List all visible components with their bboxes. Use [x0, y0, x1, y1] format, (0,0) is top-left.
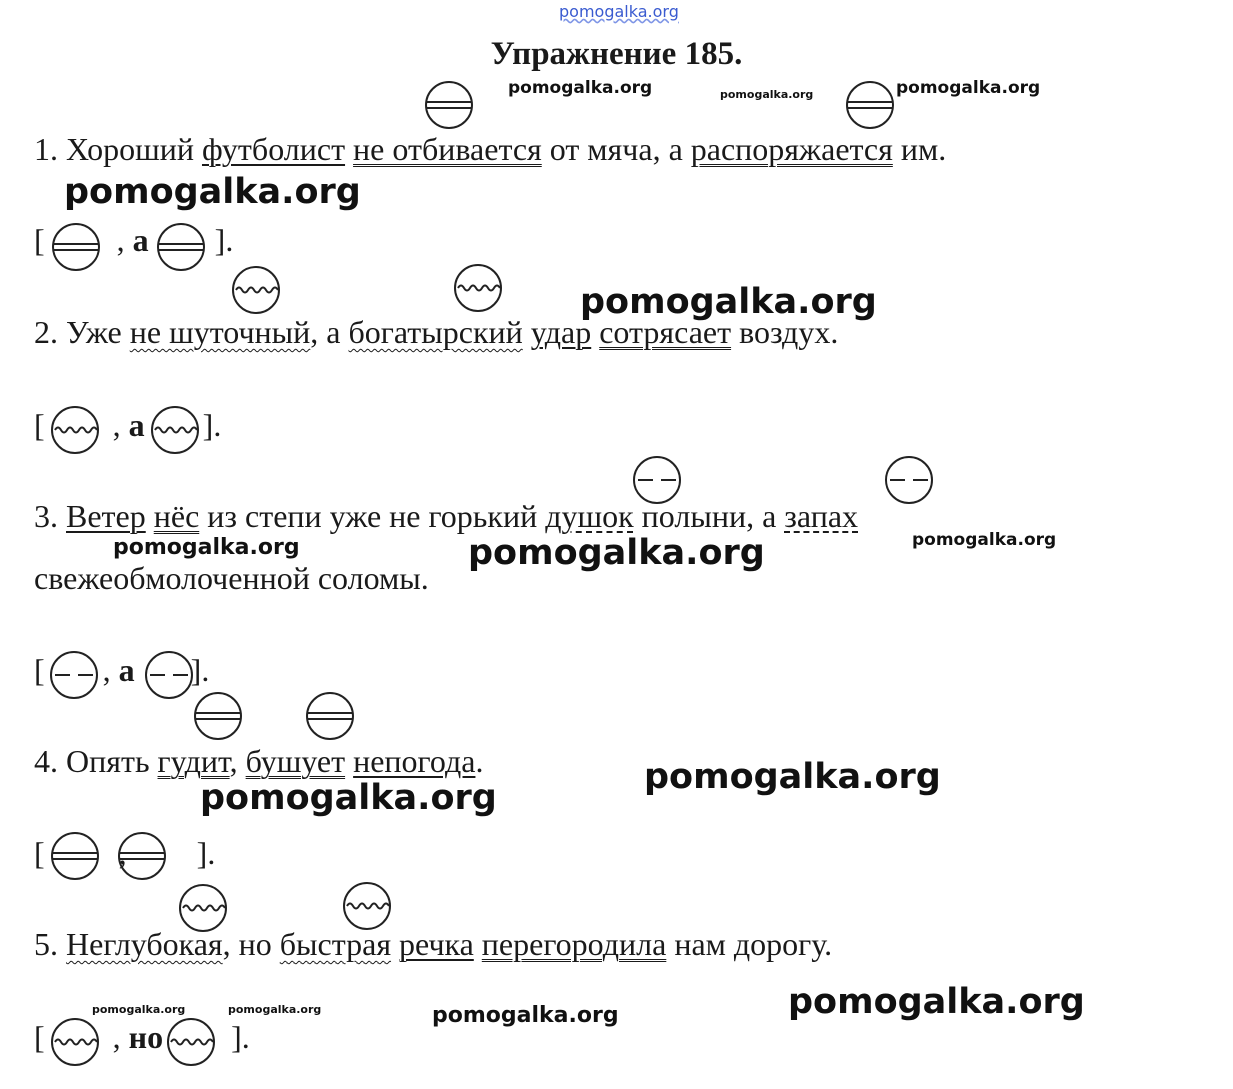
- subject: футболист: [201, 131, 346, 167]
- comma: ,: [110, 835, 127, 871]
- object: душок: [545, 498, 634, 534]
- watermark: pomogalka.org: [912, 530, 1057, 550]
- page-title: Упражнение 185.: [490, 36, 743, 72]
- attribute: быстрая: [279, 926, 392, 962]
- word: Хороший: [66, 131, 202, 167]
- attribute: Неглубокая: [66, 926, 223, 962]
- bracket-close: ].: [196, 835, 216, 871]
- word: , но: [222, 926, 280, 962]
- attribute-circle-icon: [51, 1018, 99, 1066]
- watermark: pomogalka.org: [720, 88, 814, 101]
- attribute: не шуточный: [129, 314, 311, 350]
- subject: удар: [530, 314, 592, 350]
- subject: непогода: [353, 743, 476, 779]
- predicate: бушует: [245, 743, 346, 779]
- attribute-circle-icon: [454, 264, 502, 312]
- sentence-4: [34, 743, 483, 780]
- comma: ,: [112, 407, 129, 443]
- predicate: гудит: [157, 743, 230, 779]
- word: , а: [310, 314, 349, 350]
- bracket-open: [: [34, 222, 45, 258]
- predicate: сотрясает: [599, 314, 732, 350]
- watermark: pomogalka.org: [788, 982, 1085, 1022]
- watermark: pomogalka.org: [644, 757, 941, 797]
- watermark: pomogalka.org: [228, 1003, 322, 1016]
- bracket-close: ].: [202, 407, 222, 443]
- bracket-open: [: [34, 1019, 45, 1055]
- comma: ,: [112, 1019, 129, 1055]
- object-circle-icon: [633, 456, 681, 504]
- space: [146, 498, 154, 534]
- word: из степи уже не горький: [199, 498, 546, 534]
- attribute-circle-icon: [167, 1018, 215, 1066]
- word: Уже: [66, 314, 130, 350]
- word: от мяча, а: [541, 131, 691, 167]
- sentence-number: 4.: [34, 743, 66, 779]
- word: воздух.: [731, 314, 839, 350]
- watermark: pomogalka.org: [64, 172, 361, 212]
- space: [391, 926, 399, 962]
- watermark: pomogalka.org: [508, 78, 653, 98]
- predicate-circle-icon: [118, 832, 166, 880]
- watermark: pomogalka.org: [580, 282, 877, 322]
- predicate-circle-icon: [425, 81, 473, 129]
- object-circle-icon: [145, 651, 193, 699]
- space: [474, 926, 482, 962]
- attribute: богатырский: [348, 314, 523, 350]
- predicate-circle-icon: [51, 832, 99, 880]
- predicate: перегородила: [481, 926, 667, 962]
- sentence-number: 1.: [34, 131, 66, 167]
- predicate-circle-icon: [52, 223, 100, 271]
- bracket-open: [: [34, 652, 45, 688]
- attribute-circle-icon: [232, 266, 280, 314]
- predicate: распоряжается: [690, 131, 893, 167]
- attribute-circle-icon: [151, 406, 199, 454]
- predicate-circle-icon: [157, 223, 205, 271]
- predicate-circle-icon: [306, 692, 354, 740]
- predicate-circle-icon: [846, 81, 894, 129]
- sentence-number: 5.: [34, 926, 66, 962]
- watermark: pomogalka.org: [200, 778, 497, 818]
- sentence-5: [34, 926, 832, 963]
- sentence-2: [34, 314, 838, 351]
- bracket-close: ].: [190, 652, 210, 688]
- comma: ,: [116, 222, 133, 258]
- object-circle-icon: [885, 456, 933, 504]
- space: [345, 743, 353, 779]
- watermark: pomogalka.org: [432, 1003, 619, 1028]
- attribute-circle-icon: [179, 884, 227, 932]
- predicate-circle-icon: [194, 692, 242, 740]
- word: нам дорогу.: [666, 926, 833, 962]
- space: [345, 131, 353, 167]
- sentence-3-continuation: свежеобмолоченной соломы.: [34, 560, 429, 596]
- watermark: pomogalka.org: [92, 1003, 186, 1016]
- attribute-circle-icon: [51, 406, 99, 454]
- bracket-open: [: [34, 835, 45, 871]
- object-circle-icon: [50, 651, 98, 699]
- word: им.: [892, 131, 947, 167]
- word: Опять: [66, 743, 158, 779]
- sentence-number: 3.: [34, 498, 66, 534]
- bracket-close: ].: [214, 222, 234, 258]
- conjunction: а: [118, 652, 135, 688]
- subject: речка: [399, 926, 474, 962]
- predicate: не отбивается: [353, 131, 542, 167]
- sentence-1: [34, 131, 946, 168]
- word: полыни, а: [633, 498, 785, 534]
- conjunction: но: [128, 1019, 164, 1055]
- conjunction: а: [132, 222, 149, 258]
- watermark: pomogalka.org: [468, 533, 765, 573]
- sentence-3: [34, 498, 858, 535]
- subject: Ветер: [66, 498, 146, 534]
- word: .: [475, 743, 484, 779]
- watermark: pomogalka.org: [896, 78, 1041, 98]
- sentence-number: 2.: [34, 314, 66, 350]
- conjunction: а: [128, 407, 145, 443]
- space: [523, 314, 531, 350]
- predicate: нёс: [153, 498, 200, 534]
- attribute-circle-icon: [343, 882, 391, 930]
- object: запах: [784, 498, 859, 534]
- bracket-close: ].: [231, 1019, 250, 1055]
- comma: ,: [102, 652, 119, 688]
- word: ,: [229, 743, 246, 779]
- bracket-open: [: [34, 407, 45, 443]
- watermark: pomogalka.org: [113, 535, 300, 560]
- watermark-top: pomogalka.org: [559, 2, 679, 21]
